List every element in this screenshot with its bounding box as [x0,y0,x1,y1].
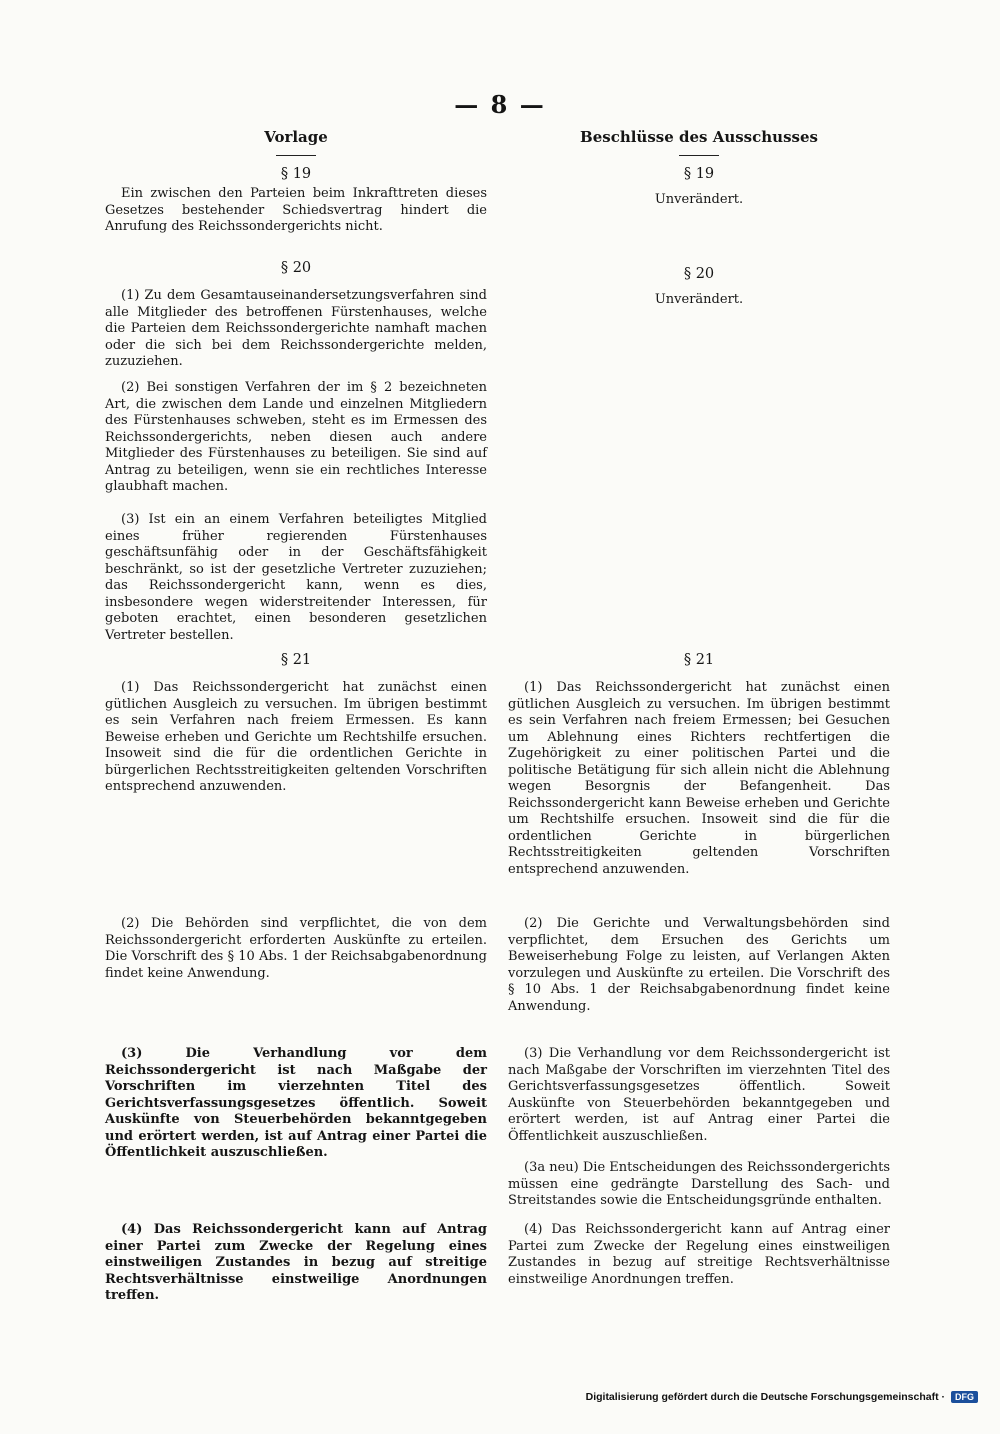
paragraph: (3a neu) Die Entscheidungen des Reichssondergerichts müssen eine gedrängte Darstellung des Sach- und Streitstandes sowie die Entscheidungsgründe enthalten. [508,1160,890,1208]
title-rule [679,155,719,156]
paragraph: Unverändert. [654,192,744,207]
paragraph: (3) Ist ein an einem Verfahren beteiligtes Mitglied eines früher regierenden Fürstenhauses geschäftsunfähig oder in der Geschäftsfähigkeit beschränkt, so ist der gesetzliche Vertreter zuzuziehen; das Reichssondergericht kann, wenn es dies, insbesondere wegen widerstreitender Interessen, für geboten erachtet, einen besonderen gesetzlichen Vertreter bestellen. [105,512,487,643]
right-column-title: Beschlüsse des Ausschusses [580,128,818,146]
footer-credit [586,1391,978,1403]
page-number: — 8 — [454,90,546,119]
section-heading: § 19 [280,166,312,182]
section-heading: § 20 [280,260,312,276]
paragraph: (1) Zu dem Gesamtauseinandersetzungsverfahren sind alle Mitglieder des betroffenen Fürstenhauses, welche die Parteien dem Reichssondergerichte namhaft machen oder die sich bei dem Reichssondergerichte melden, zuzuziehen. [105,288,487,369]
paragraph: (4) Das Reichssondergericht kann auf Antrag einer Partei zum Zwecke der Regelung eines einstweiligen Zustandes in bezug auf streitige Rechtsverhältnisse einstweilige Anordnungen treffen. [105,1222,487,1303]
paragraph: (2) Bei sonstigen Verfahren der im § 2 bezeichneten Art, die zwischen dem Lande und einzelnen Mitgliedern des Fürstenhauses schweben, steht es im Ermessen des Reichssondergerichts, neben diesen auch andere Mitglieder des Fürstenhauses zu beteiligen. Sie sind auf Antrag zu beteiligen, wenn sie ein rechtliches Interesse glaubhaft machen. [105,380,487,494]
paragraph: Unverändert. [654,292,744,307]
dfg-logo: DFG [951,1391,978,1403]
paragraph: (2) Die Gerichte und Verwaltungsbehörden sind verpflichtet, dem Ersuchen des Gerichts um Beweiserhebung Folge zu leisten, auf Verlangen Akten vorzulegen und Auskünfte zu erteilen. Die Vorschrift des § 10 Abs. 1 der Reichsabgabenordnung findet keine Anwendung. [508,916,890,1014]
paragraph: (3) Die Verhandlung vor dem Reichssondergericht ist nach Maßgabe der Vorschriften im vierzehnten Titel des Gerichtsverfassungsgesetzes öffentlich. Soweit Auskünfte von Steuerbehörden bekanntgegeben und erörtert werden, ist auf Antrag einer Partei die Öffentlichkeit auszuschließen. [508,1046,890,1144]
title-rule [276,155,316,156]
section-heading: § 21 [280,652,312,668]
paragraph: (3) Die Verhandlung vor dem Reichssondergericht ist nach Maßgabe der Vorschriften im vierzehnten Titel des Gerichtsverfassungsgesetzes öffentlich. Soweit Auskünfte von Steuerbehörden bekanntgegeben und erörtert werden, ist auf Antrag einer Partei die Öffentlichkeit auszuschließen. [105,1046,487,1160]
footer-text: Digitalisierung gefördert durch die Deutsche Forschungsgemeinschaft · [585,1391,945,1403]
paragraph: (4) Das Reichssondergericht kann auf Antrag einer Partei zum Zwecke der Regelung eines einstweiligen Zustandes in bezug auf streitige Rechtsverhältnisse einstweilige Anordnungen treffen. [508,1222,890,1287]
paragraph: (2) Die Behörden sind verpflichtet, die von dem Reichssondergericht erforderten Auskünfte zu erteilen. Die Vorschrift des § 10 Abs. 1 der Reichsabgabenordnung findet keine Anwendung. [105,916,487,981]
left-column-title: Vorlage [264,128,328,146]
section-heading: § 20 [683,266,715,282]
section-heading: § 19 [683,166,715,182]
paragraph: Ein zwischen den Parteien beim Inkrafttreten dieses Gesetzes bestehender Schiedsvertrag hindert die Anrufung des Reichssondergerichts nicht. [105,186,487,234]
section-heading: § 21 [683,652,715,668]
paragraph: (1) Das Reichssondergericht hat zunächst einen gütlichen Ausgleich zu versuchen. Im übrigen bestimmt es sein Verfahren nach freiem Ermessen; bei Gesuchen um Ablehnung eines Richters rechtfertigen die Zugehörigkeit zu einer politischen Partei und die politische Betätigung für sich allein nicht die Ablehnung wegen Besorgnis der Befangenheit. Das Reichssondergericht kann Beweise erheben und Gerichte um Rechtshilfe ersuchen. Insoweit sind die für die ordentlichen Gerichte in bürgerlichen Rechtsstreitigkeiten geltenden Vorschriften entsprechend anzuwenden. [508,680,890,877]
paragraph: (1) Das Reichssondergericht hat zunächst einen gütlichen Ausgleich zu versuchen. Im übrigen bestimmt es sein Verfahren nach freiem Ermessen. Es kann Beweise erheben und Gerichte um Rechtshilfe ersuchen. Insoweit sind die für die ordentlichen Gerichte in bürgerlichen Rechtsstreitigkeiten geltenden Vorschriften entsprechend anzuwenden. [105,680,487,794]
